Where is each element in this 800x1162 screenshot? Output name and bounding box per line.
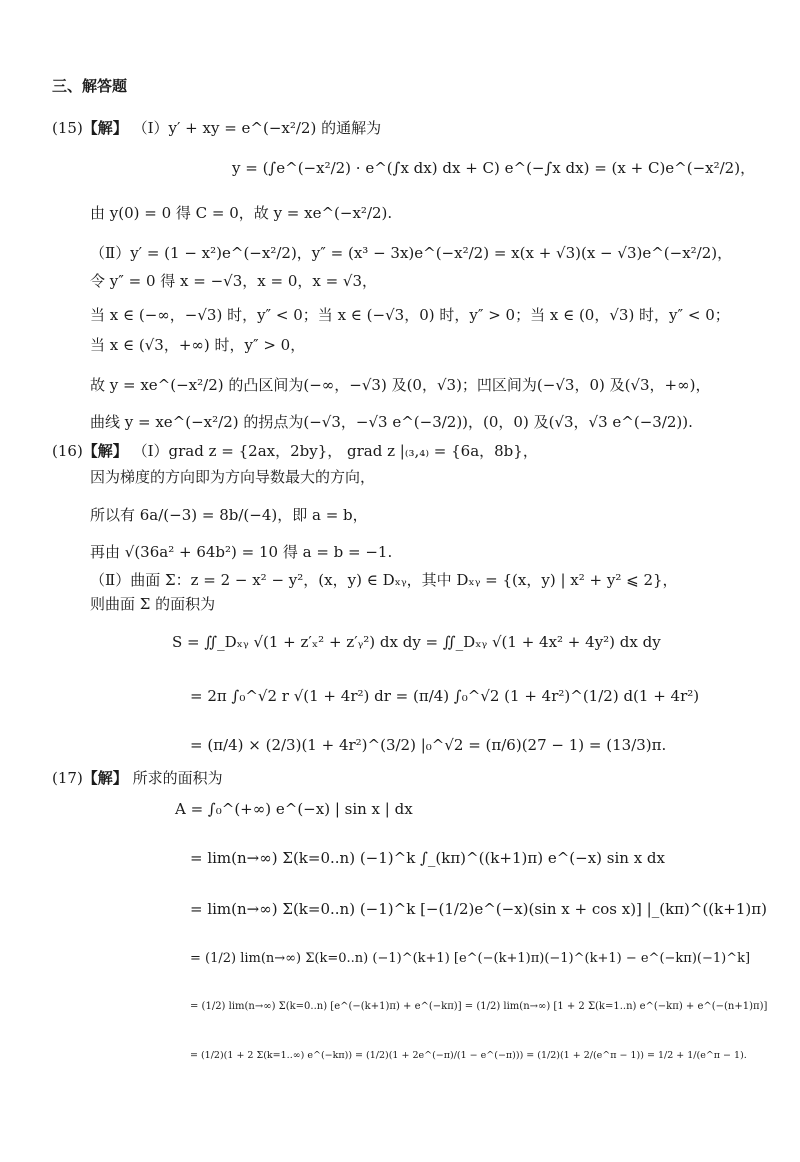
problem-number: (17) <box>52 769 83 787</box>
problem-line: 当 x ∈ (−∞，−√3) 时，y″ < 0；当 x ∈ (−√3，0) 时，y″ > 0；当 x ∈ (0，√3) 时，y″ < 0； <box>90 306 730 324</box>
problem-17-header <box>52 768 223 788</box>
formula-line: = lim(n→∞) Σ(k=0..n) (−1)^k ∫_(kπ)^((k+1)π) e^(−x) sin x dx <box>190 849 665 867</box>
solution-tag: 【解】 <box>82 442 128 460</box>
formula-line: = (π/4) × (2/3)(1 + 4r²)^(3/2) |₀^√2 = (π/6)(27 − 1) = (13/3)π. <box>190 736 667 754</box>
problem-line: 再由 √(36a² + 64b²) = 10 得 a = b = −1. <box>90 543 393 561</box>
section-title: 三、解答题 <box>52 77 128 95</box>
formula-line: = (1/2) lim(n→∞) Σ(k=0..n) (−1)^(k+1) [e^(−(k+1)π)(−1)^(k+1) − e^(−kπ)(−1)^k] <box>190 951 751 966</box>
formula-line: A = ∫₀^(+∞) e^(−x) | sin x | dx <box>175 800 413 818</box>
solution-tag: 【解】 <box>82 769 128 787</box>
problem-line: 所以有 6a/(−3) = 8b/(−4)，即 a = b， <box>90 506 368 524</box>
problem-line: 因为梯度的方向即为方向导数最大的方向， <box>90 468 376 486</box>
problem-line: 当 x ∈ (√3，+∞) 时，y″ > 0， <box>90 336 306 354</box>
formula-line: S = ∬_Dₓᵧ √(1 + z′ₓ² + z′ᵧ²) dx dy = ∬_Dₓᵧ √(1 + 4x² + 4y²) dx dy <box>172 633 661 651</box>
formula-line: = (1/2)(1 + 2 Σ(k=1..∞) e^(−kπ)) = (1/2)(1 + 2e^(−π)/(1 − e^(−π))) = (1/2)(1 + 2/(e^π − 1)) = 1/2 + 1/(e^π − 1). <box>190 1050 747 1061</box>
problem-line: （Ⅰ）grad z = {2ax，2by}， grad z |₍₃,₄₎ = {6a，8b}， <box>132 442 538 460</box>
problem-line: 令 y″ = 0 得 x = −√3，x = 0，x = √3， <box>90 272 378 290</box>
problem-16-header <box>52 441 538 461</box>
formula-line: = 2π ∫₀^√2 r √(1 + 4r²) dr = (π/4) ∫₀^√2 (1 + 4r²)^(1/2) d(1 + 4r²) <box>190 687 700 705</box>
problem-line: 所求的面积为 <box>132 769 223 787</box>
formula-line: y = (∫e^(−x²/2) · e^(∫x dx) dx + C) e^(−∫x dx) = (x + C)e^(−x²/2)， <box>232 159 756 177</box>
problem-number: (16) <box>52 442 83 460</box>
problem-line: 曲线 y = xe^(−x²/2) 的拐点为(−√3，−√3 e^(−3/2))，(0，0) 及(√3，√3 e^(−3/2)). <box>90 413 693 431</box>
problem-line: 则曲面 Σ 的面积为 <box>90 595 216 613</box>
problem-line: 故 y = xe^(−x²/2) 的凸区间为(−∞，−√3) 及(0，√3)；凹区间为(−√3，0) 及(√3，+∞)， <box>90 376 711 394</box>
problem-line: （Ⅰ）y′ + xy = e^(−x²/2) 的通解为 <box>132 119 382 137</box>
formula-line: = (1/2) lim(n→∞) Σ(k=0..n) [e^(−(k+1)π) + e^(−kπ)] = (1/2) lim(n→∞) [1 + 2 Σ(k=1..n) e^(−kπ) + e^(−(n+1)π)] <box>190 1001 768 1012</box>
solution-tag: 【解】 <box>82 119 128 137</box>
formula-line: = lim(n→∞) Σ(k=0..n) (−1)^k [−(1/2)e^(−x)(sin x + cos x)] |_(kπ)^((k+1)π) <box>190 900 767 918</box>
problem-line: （Ⅱ）曲面 Σ：z = 2 − x² − y²，(x，y) ∈ Dₓᵧ，其中 Dₓᵧ = {(x，y) | x² + y² ⩽ 2}， <box>90 571 678 589</box>
problem-number: (15) <box>52 119 83 137</box>
problem-15-header <box>52 118 381 138</box>
problem-line: （Ⅱ）y′ = (1 − x²)e^(−x²/2)，y″ = (x³ − 3x)e^(−x²/2) = x(x + √3)(x − √3)e^(−x²/2)， <box>90 244 733 262</box>
problem-line: 由 y(0) = 0 得 C = 0，故 y = xe^(−x²/2). <box>90 204 393 222</box>
